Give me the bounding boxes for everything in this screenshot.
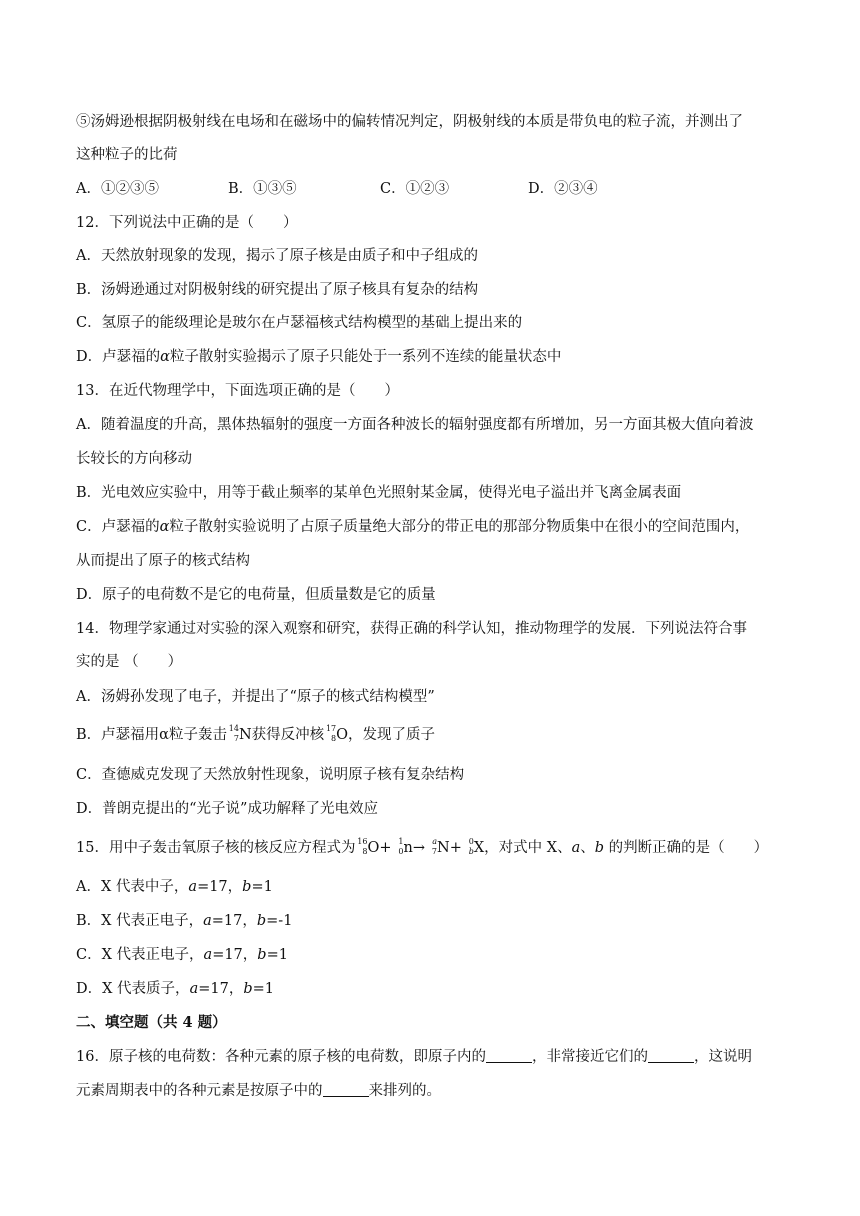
oxygen-17-nuclide	[324, 725, 336, 743]
variable-a: a	[188, 879, 198, 895]
q16-text: ，非常接近它们的	[531, 1049, 648, 1065]
variable-a: a	[571, 840, 581, 856]
q11-option-d: D．②③④	[528, 181, 598, 197]
q16-line2	[76, 1081, 441, 1101]
alpha-symbol: α	[159, 519, 170, 535]
q16-text: 16．原子核的电荷数：各种元素的原子核的电荷数，即原子内的	[76, 1049, 486, 1065]
variable-a: a	[189, 981, 199, 997]
q12-option-d-suffix: 粒子散射实验揭示了原子只能处于一系列不连续的能量状态中	[169, 349, 562, 365]
q14-option-c: C．查德威克发现了天然放射性现象，说明原子核有复杂结构	[76, 767, 465, 783]
q15-stem-prefix: 15．用中子轰击氧原子核的核反应方程式为	[76, 840, 356, 856]
q16-text: 元素周期表中的各种元素是按原子中的	[76, 1083, 323, 1099]
q15-option-c	[76, 945, 288, 965]
charge-number: 8	[331, 734, 337, 743]
reaction-arrow: →	[412, 840, 425, 856]
q15-stem-suffix: 的判断正确的是（ ）	[604, 840, 769, 856]
option-text: B．X 代表正电子，	[76, 913, 204, 929]
option-text: =-1	[266, 913, 293, 929]
q14-option-a: A．汤姆孙发现了电子，并提出了“原子的核式结构模型”	[76, 689, 435, 705]
oxygen-16-nuclide	[355, 838, 367, 856]
q12-option-b: B．汤姆逊通过对阴极射线的研究提出了原子核具有复杂的结构	[76, 282, 479, 298]
q13-option-c-line2: 从而提出了原子的核式结构	[76, 553, 250, 569]
charge-number: 7	[431, 847, 437, 856]
option-text: =1	[252, 981, 274, 997]
q15-option-d	[76, 979, 274, 999]
q14-option-b	[76, 725, 435, 745]
alpha-symbol: α	[160, 349, 170, 365]
answer-blank[interactable]	[648, 1047, 694, 1063]
q14-option-b-middle: 获得反冲核	[251, 727, 325, 743]
q13-stem: 13．在近代物理学中，下面选项正确的是（ ）	[76, 383, 399, 399]
q15-option-a	[76, 877, 273, 897]
q14-option-d: D．普朗克提出的“光子说”成功解释了光电效应	[76, 801, 378, 817]
q13-option-d: D．原子的电荷数不是它的电荷量，但质量数是它的质量	[76, 587, 436, 603]
q11-option-c: C．①②③	[380, 181, 450, 197]
q13-option-a-line1: A．随着温度的升高，黑体热辐射的强度一方面各种波长的辐射强度都有所增加，另一方面其极大值向着波	[76, 417, 754, 433]
plus-sign: +	[449, 840, 462, 856]
q12-option-d	[76, 347, 561, 367]
option-text: D．X 代表质子，	[76, 981, 190, 997]
mass-number: 14	[228, 724, 239, 733]
variable-b: b	[257, 947, 267, 963]
section-heading: 二、填空题（共 4 题）	[76, 1014, 227, 1031]
q15-option-b	[76, 911, 292, 931]
q11-option-a: A．①②③⑤	[76, 181, 159, 197]
option-text: A．X 代表中子，	[76, 879, 189, 895]
nitrogen-product-nuclide	[425, 838, 437, 856]
mass-number: a	[432, 837, 437, 846]
q15-stem-text: ，对式中 X、	[484, 840, 572, 856]
charge-number: b	[468, 847, 474, 856]
q15-stem	[76, 838, 768, 858]
variable-b: b	[256, 913, 267, 929]
variable-a: a	[203, 913, 212, 929]
option-text: =17，	[198, 981, 244, 997]
particle-symbol: X	[473, 840, 485, 856]
mass-number: 1	[398, 837, 404, 846]
q11-statement-5-line1: ⑤汤姆逊根据阴极射线在电场和在磁场中的偏转情况判定，阴极射线的本质是带负电的粒子流，并测出了	[76, 114, 743, 130]
element-symbol: O	[367, 840, 380, 856]
q16-text: ，这说明	[693, 1049, 752, 1065]
option-text: =17，	[211, 913, 257, 929]
answer-blank[interactable]	[323, 1081, 369, 1097]
element-symbol: N	[238, 727, 252, 743]
option-text: =1	[251, 879, 273, 895]
mass-number: 17	[325, 724, 337, 733]
q16-line1	[76, 1047, 752, 1067]
q14-option-b-suffix: ，发现了质子	[348, 727, 436, 743]
q11-statement-5-line2: 这种粒子的比荷	[76, 147, 178, 163]
q14-option-b-prefix: B．卢瑟福用α粒子轰击	[76, 727, 227, 743]
q13-option-b: B．光电效应实验中，用等于截止频率的某单色光照射某金属，使得光电子溢出并飞离金属表面	[76, 485, 682, 501]
option-text: C．X 代表正电子，	[76, 947, 204, 963]
x-particle-nuclide	[462, 838, 474, 856]
q14-stem-line2: 实的是 （ ）	[76, 654, 183, 670]
q13-option-c-line1	[76, 517, 749, 537]
q12-stem: 12．下列说法中正确的是（ ）	[76, 215, 298, 231]
q11-option-b: B．①③⑤	[228, 181, 297, 197]
variable-b: b	[243, 981, 253, 997]
q12-option-d-prefix: D．卢瑟福的	[76, 349, 161, 365]
nitrogen-14-nuclide	[227, 725, 239, 743]
variable-a: a	[203, 947, 213, 963]
charge-number: 8	[362, 847, 368, 856]
option-text: =17，	[212, 947, 258, 963]
q12-option-a: A．天然放射现象的发现，揭示了原子核是由质子和中子组成的	[76, 248, 478, 264]
variable-b: b	[242, 879, 252, 895]
mass-number: 16	[357, 837, 368, 846]
q16-text: 来排列的。	[368, 1083, 441, 1099]
option-text: =17，	[197, 879, 243, 895]
charge-number: 7	[233, 734, 239, 743]
neutron-symbol: n	[403, 840, 413, 856]
charge-number: 0	[398, 847, 404, 856]
element-symbol: O	[336, 727, 349, 743]
variable-b: b	[594, 840, 605, 856]
q13-option-a-line2: 长较长的方向移动	[76, 451, 192, 467]
plus-sign: +	[379, 840, 392, 856]
answer-blank[interactable]	[486, 1047, 532, 1063]
q14-stem-line1: 14．物理学家通过对实验的深入观察和研究，获得正确的科学认知，推动物理学的发展．下列说法符合事	[76, 621, 747, 637]
separator: 、	[580, 840, 595, 856]
q13-option-c-suffix: 粒子散射实验说明了占原子质量绝大部分的带正电的那部分物质集中在很小的空间范围内，	[169, 519, 750, 535]
mass-number: 0	[468, 837, 474, 846]
option-text: =1	[266, 947, 288, 963]
q12-option-c: C．氢原子的能级理论是玻尔在卢瑟福核式结构模型的基础上提出来的	[76, 315, 523, 331]
element-symbol: N	[437, 840, 450, 856]
q13-option-c-prefix: C．卢瑟福的	[76, 519, 160, 535]
neutron-nuclide	[392, 838, 404, 856]
